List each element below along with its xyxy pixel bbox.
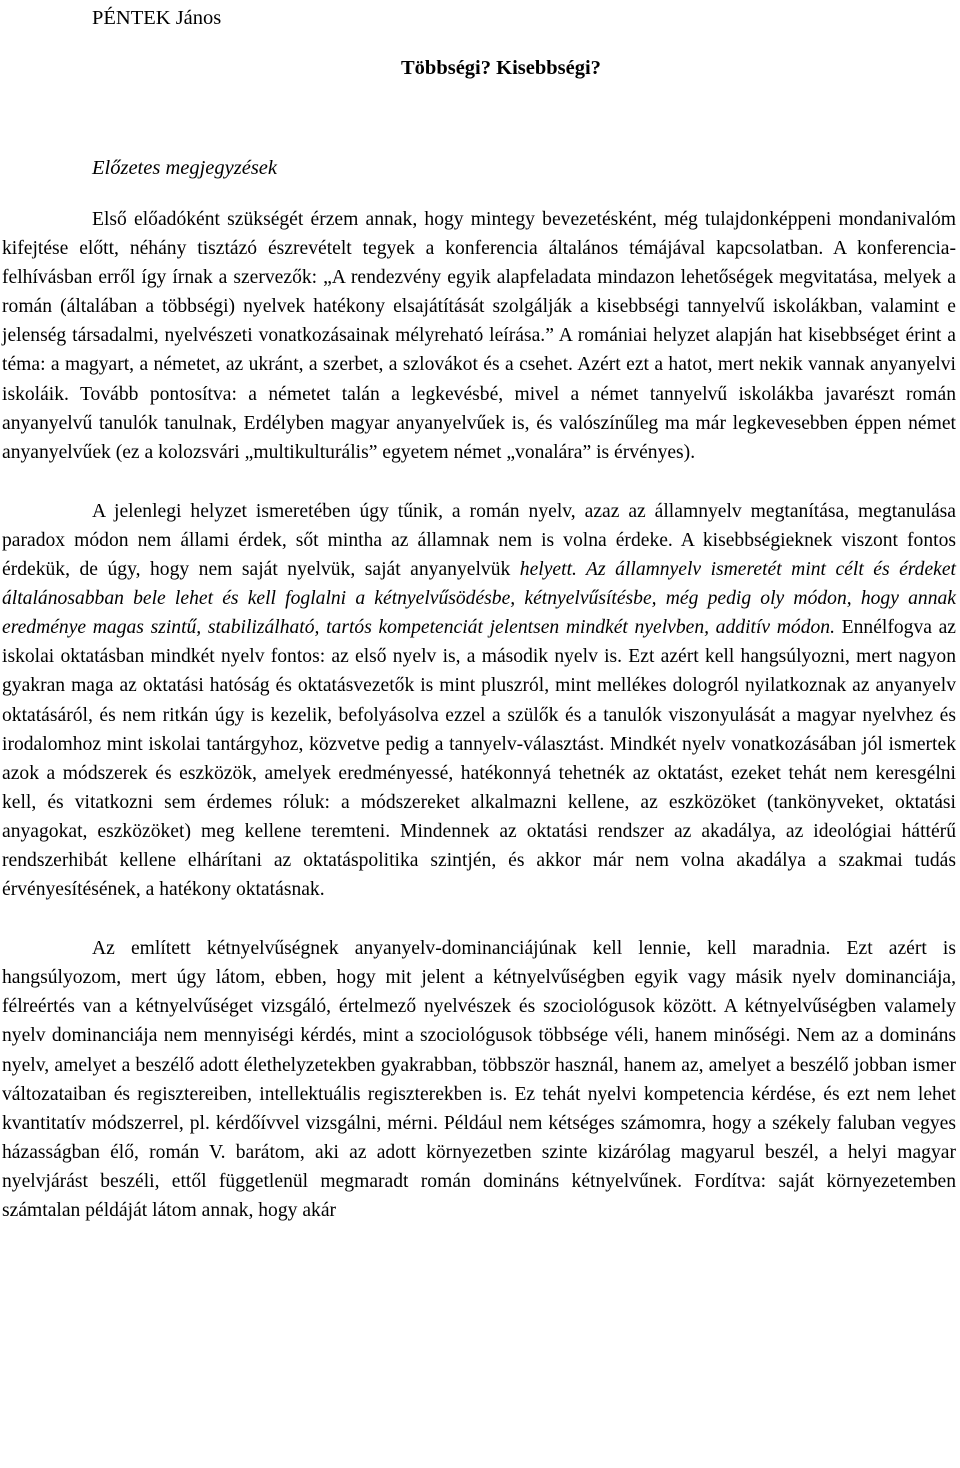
paragraph-3-text: Az említett kétnyelvűségnek anyanyelv-dominanciájúnak kell lennie, kell maradnia. Ezt azért is hangsúlyozom, mert úgy látom, ebben, hogy mit jelent a kétnyelvűségben egyik vagy másik nyelv dominanciája, félreértés van a kétnyelvűséget vizsgáló, értelmező nyelvészek és szociológusok között. A kétnyelvűségben valamely nyelv dominanciája nem mennyiségi kérdés, mint a szociológusok többsége véli, hanem minőségi. Nem az a domináns nyelv, amelyet a beszélő adott élethelyzetekben gyakrabban, többször használ, hanem az, amelyet a beszélő jobban ismer változataiban és regisztereiben, intellektuális regiszterekben is. Ez tehát nyelvi kompetencia kérdése, és ezt nem lehet kvantitatív módszerrel, pl. kérdőívvel vizsgálni, mérni. Például nem kétséges számomra, hogy a székely faluban vegyes házasságban élő, román V. barátom, aki az adott környezetben szinte kizárólag magyarul beszél, a helyi magyar nyelvjárást beszéli, ettől függetlenül megmaradt román domináns kétnyelvűnek. Fordítva: saját környezetemben számtalan példáját látom annak, hogy akár (2, 938, 956, 1221)
paragraph-gap (2, 467, 956, 497)
paragraph-2-text-a: A jelenlegi helyzet ismeretében úgy tűnik, a román nyelv, azaz az államnyelv megtanítása, megtanulása paradox módon nem állami érdek, sőt mintha az államnak nem is volna érdeke. A kisebbségieknek viszont fontos érdekük, de úgy, hogy nem saját nyelvük, saját anyanyelvük (2, 500, 956, 581)
author-name: PÉNTEK János (92, 7, 222, 29)
paragraph-gap (2, 904, 956, 934)
paragraph-1-text: Első előadóként szükségét érzem annak, hogy mintegy bevezetésként, még tulajdonképpeni mondanivalóm kifejtése előtt, néhány tisztázó észrevételt tegyek a konferencia általános témájával kapcsolatban. A konferencia-felhívásban erről így írnak a szervezők: „A rendezvény egyik alapfeladata mindazon lehetőségek megvitatása, melyek a román (általában a többségi) nyelvek hatékony elsajátítását szolgálják a kisebbségi tannyelvű iskolákban, valamint e jelenség társadalmi, nyelvészeti vonatkozásainak mélyreható leírása.” A romániai helyzet alapján hat kisebbséget érint a téma: a magyart, a németet, az ukránt, a szerbet, a szlovákot és a csehet. Azért ezt a hatot, mert nekik vannak anyanyelvi iskoláik. Tovább pontosítva: a németet talán a legkevésbé, mivel a német tannyelvű iskolákba javarészt román anyanyelvű tanulók tanulnak, Erdélyben magyar anyanyelvűek is, és valószínűleg ma már legkevesebben éppen német anyanyelvűek (ez a kolozsvári „multikulturális” egyetem német „vonalára” is érvényes). (2, 209, 956, 463)
paragraph-2-text-b: Ennélfogva az iskolai oktatásban mindkét nyelv fontos: az első nyelv is, a második nyelv is. Ezt azért kell hangsúlyozni, mert nagyon gyakran maga az oktatási hatóság és oktatásvezetők is mint pluszról, mint mellékes dologról nyilatkoznak az anyanyelv oktatásáról, és nem ritkán úgy is kezelik, befolyásolva ezzel a szülők és a tanulók viszonyulását a magyar nyelvhez és irodalomhoz mint iskolai tantárgyhoz, közvetve pedig a tannyelv-választást. Mindkét nyelv vonatkozásában jól ismertek azok a módszerek és eszközök, amelyek eredményessé, hatékonnyá tehetnék az oktatást, ezeket tehát nem keresgélni kell, és vitatkozni sem érdemes róluk: a módszereket alkalmazni kellene, az eszközöket (tankönyveket, oktatási anyagokat, eszközöket) meg kellene teremteni. Mindennek az oktatási rendszer az akadálya, az ideológiai háttérű rendszerhibát kellene elhárítani az oktatáspolitika szintjén, és akkor már nem volna akadálya a szakmai tudás érvényesítésének, a hatékony oktatásnak. (2, 617, 956, 901)
document-title: Többségi? Kisebbségi? (401, 57, 601, 79)
paragraph-3 (2, 934, 956, 1225)
document-body (2, 205, 956, 1225)
section-heading: Előzetes megjegyzések (92, 157, 277, 179)
paragraph-2 (2, 497, 956, 904)
paragraph-2-italic-text: helyett. Az államnyelv ismeretét mint célt és érdeket általánosabban bele lehet és kell foglalni a kétnyelvűsödésbe, kétnyelvűsítésbe, még pedig oly módon, hogy annak eredménye magas szintű, stabilizálható, tartós kompetenciát jelentsen mindkét nyelvben, additív módon. (2, 559, 956, 639)
paragraph-1 (2, 205, 956, 467)
